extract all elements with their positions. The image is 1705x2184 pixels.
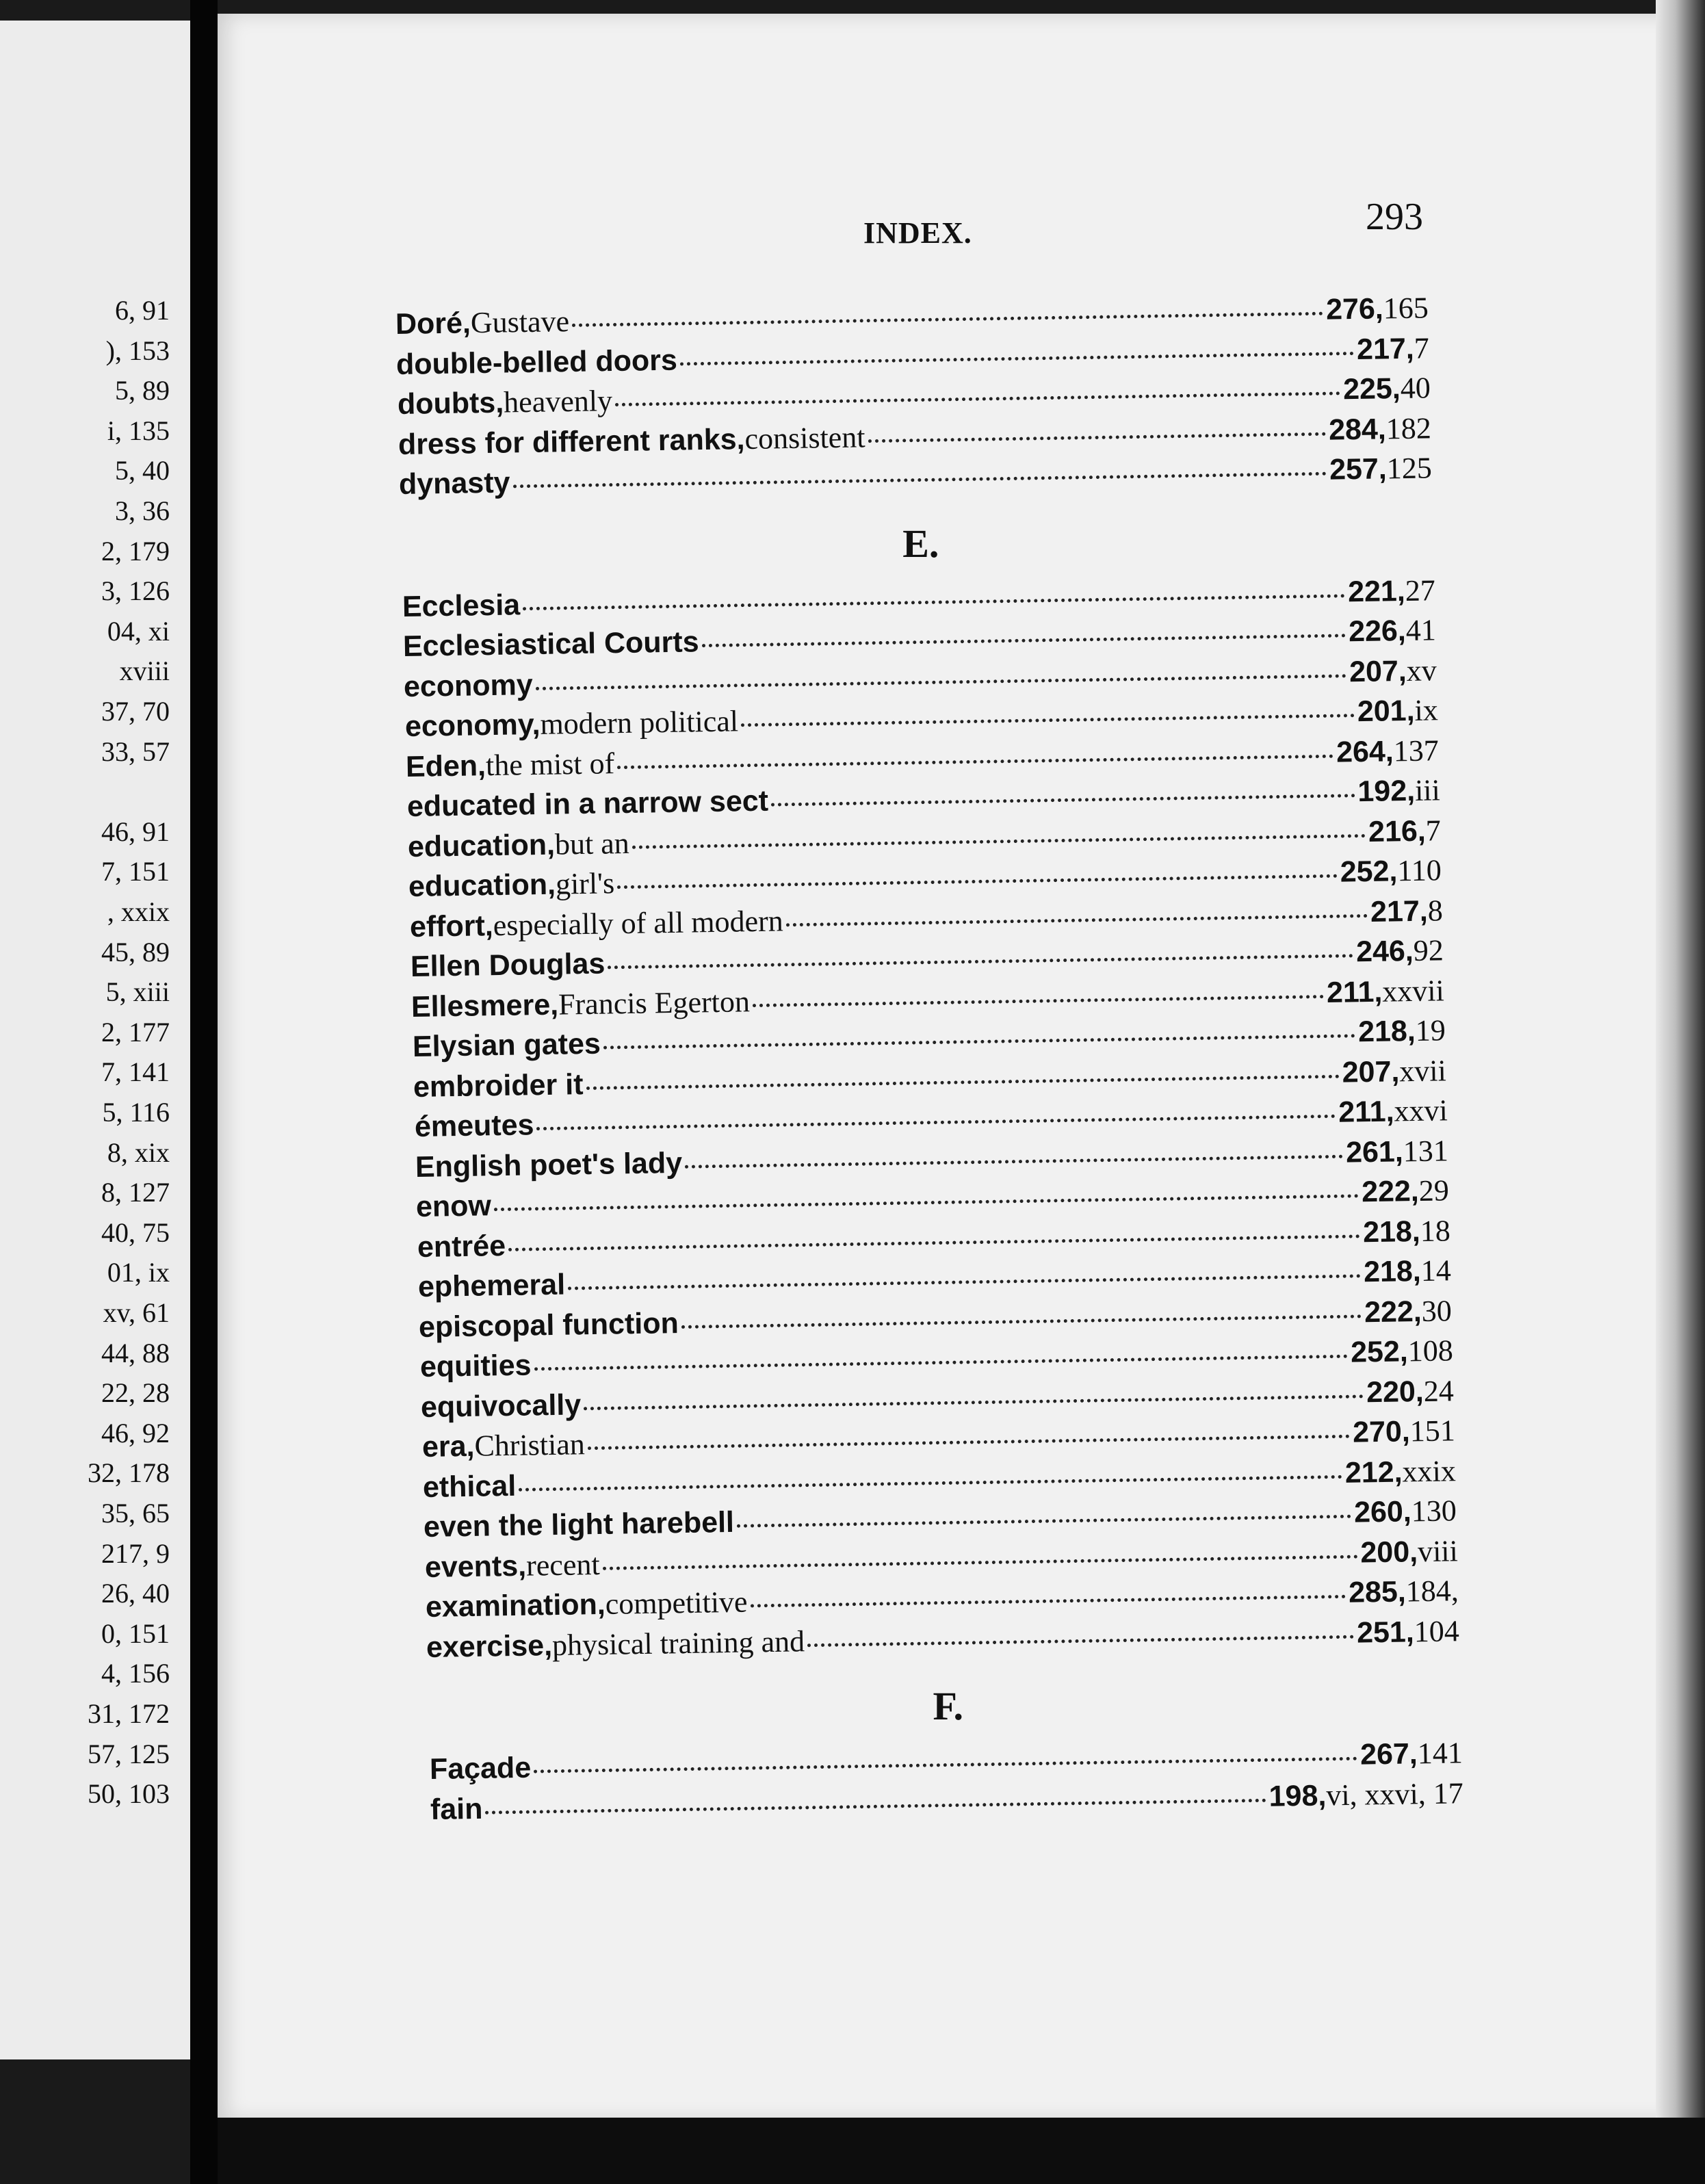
entry-qualifier: the mist of (485, 746, 615, 782)
dot-leader (523, 594, 1345, 610)
left-page-fragment: 57, 125 (88, 1738, 170, 1769)
left-page-fragment: 5, 40 (115, 455, 170, 486)
dot-leader (632, 834, 1366, 849)
dot-leader (617, 874, 1338, 889)
entry-qualifier: modern political (539, 704, 739, 741)
dot-leader (587, 1435, 1349, 1451)
entry-term: dress for different ranks, (398, 422, 745, 461)
page-reference: 222, (1362, 1174, 1420, 1209)
entry-term: Elysian gates (412, 1027, 601, 1063)
entry-term: doubts, (397, 386, 504, 421)
dot-leader (702, 634, 1346, 647)
left-page-fragment: 4, 156 (101, 1658, 170, 1689)
section-reference: 18 (1420, 1213, 1450, 1248)
section-reference: 141 (1417, 1736, 1463, 1771)
section-reference: 110 (1397, 853, 1442, 888)
page-reference: 260, (1354, 1495, 1412, 1529)
bottom-edge (218, 2118, 1705, 2184)
page-reference: 216, (1368, 814, 1427, 848)
section-reference: xxvii (1382, 973, 1445, 1009)
entry-term: embroider it (413, 1067, 584, 1104)
entry-term: Doré, (395, 307, 471, 341)
page-reference: 226, (1348, 614, 1407, 649)
section-reference: 19 (1415, 1013, 1446, 1048)
left-page-fragment: 6, 91 (115, 295, 170, 326)
entry-qualifier: Gustave (470, 304, 570, 340)
dot-leader (741, 714, 1355, 727)
left-page-fragment: xviii (119, 655, 170, 687)
section-reference: xxvi (1393, 1093, 1448, 1128)
dot-leader (771, 794, 1355, 806)
dot-leader (603, 1034, 1355, 1049)
dot-leader (615, 391, 1340, 406)
dot-leader (685, 1154, 1343, 1168)
page-reference: 212, (1344, 1455, 1403, 1490)
section-reference: 24 (1423, 1373, 1455, 1408)
left-page-fragment: 7, 151 (101, 856, 170, 887)
page-reference: 198, (1268, 1778, 1327, 1813)
entry-qualifier: Christian (473, 1427, 585, 1463)
book-gutter (190, 0, 218, 2184)
entry-term: effort, (409, 909, 493, 944)
section-reference: 92 (1413, 933, 1444, 967)
entry-term: era, (421, 1429, 475, 1464)
page-reference: 211, (1327, 975, 1383, 1009)
dot-leader (513, 472, 1327, 489)
entry-qualifier: recent (525, 1547, 600, 1583)
entry-term: education, (407, 828, 556, 863)
left-page-fragment: 26, 40 (101, 1578, 170, 1609)
section-reference: 14 (1420, 1253, 1452, 1288)
dot-leader (751, 1595, 1346, 1608)
left-page-fragment: i, 135 (107, 415, 170, 446)
left-page-fragment: 46, 92 (101, 1417, 170, 1448)
section-reference: 104 (1414, 1613, 1460, 1648)
dot-leader (519, 1474, 1342, 1491)
page-reference: 246, (1355, 934, 1414, 969)
entry-term: Ecclesiastical Courts (402, 625, 699, 663)
entry-qualifier: consistent (744, 419, 865, 456)
entry-qualifier: but an (554, 826, 630, 861)
page-reference: 217, (1357, 332, 1415, 366)
page-reference: 207, (1349, 654, 1407, 688)
page-reference: 252, (1350, 1335, 1408, 1369)
entry-term: double-belled doors (395, 343, 678, 381)
entry-term: episcopal function (419, 1306, 679, 1344)
dot-leader (534, 1355, 1348, 1371)
section-reference: vi, xxvi, 17 (1325, 1776, 1464, 1812)
dot-leader (608, 954, 1353, 969)
page-reference: 252, (1340, 855, 1398, 889)
dot-leader (536, 1115, 1336, 1130)
page-reference: 201, (1357, 694, 1415, 729)
section-reference: xv (1406, 653, 1437, 688)
entry-term: Ellesmere, (411, 988, 559, 1024)
section-reference: 7 (1414, 330, 1430, 365)
section-reference: 182 (1385, 411, 1432, 445)
dot-leader (586, 1074, 1340, 1089)
page-reference: 284, (1328, 412, 1387, 447)
left-page-fragment: 37, 70 (101, 696, 170, 727)
left-page-fragment: 0, 151 (101, 1617, 170, 1649)
dot-leader (808, 1635, 1355, 1647)
page-reference: 270, (1352, 1415, 1410, 1449)
entry-term: enow (415, 1189, 492, 1223)
section-reference: viii (1417, 1533, 1458, 1568)
left-page-fragment: 46, 91 (101, 816, 170, 847)
section-reference: 184, (1405, 1574, 1459, 1609)
entry-qualifier: girl's (555, 866, 615, 901)
page-reference: 221, (1347, 574, 1405, 608)
left-page-fragment: 3, 126 (101, 575, 170, 607)
section-letter: E. (902, 521, 939, 566)
entry-term: economy, (404, 707, 541, 743)
page-reference: 218, (1362, 1214, 1420, 1249)
page-number: 293 (1366, 196, 1423, 238)
section-letter: F. (933, 1684, 964, 1728)
left-page-fragment: 04, xi (107, 615, 170, 647)
page-reference: 218, (1357, 1014, 1416, 1049)
entry-term: entrée (417, 1229, 506, 1264)
entry-term: examination, (425, 1587, 606, 1624)
entry-term: equivocally (420, 1388, 582, 1424)
entry-term: economy (404, 668, 534, 703)
left-page-fragment: 2, 177 (101, 1016, 170, 1048)
left-page-fragment: 5, 89 (115, 375, 170, 406)
page-reference: 207, (1342, 1054, 1400, 1089)
section-reference: xxix (1402, 1453, 1457, 1489)
section-reference: 30 (1421, 1293, 1453, 1328)
left-page-fragment: 45, 89 (101, 936, 170, 967)
dot-leader (568, 1274, 1361, 1290)
page-reference: 276, (1325, 292, 1384, 326)
left-page-fragment: 35, 65 (101, 1498, 170, 1529)
left-page-fragment: 50, 103 (88, 1778, 170, 1810)
dot-leader (584, 1394, 1364, 1410)
entry-term: equities (419, 1349, 532, 1383)
entry-term: ethical (422, 1469, 517, 1504)
section-reference: ix (1414, 693, 1438, 727)
left-page-fragment: 44, 88 (101, 1337, 170, 1368)
page-reference: 211, (1338, 1095, 1394, 1129)
left-page-fragment: 7, 141 (101, 1056, 170, 1088)
page-reference: 200, (1359, 1535, 1418, 1570)
left-page-fragment: 33, 57 (101, 736, 170, 767)
dot-leader (602, 1555, 1357, 1570)
section-reference: 29 (1418, 1173, 1450, 1208)
section-reference: 41 (1405, 613, 1437, 647)
dot-leader (536, 674, 1346, 690)
left-page-fragment: , xxix (107, 896, 170, 927)
dot-leader (617, 754, 1333, 768)
left-page-fragment: 8, xix (107, 1136, 170, 1168)
entry-term: dynasty (399, 466, 511, 501)
section-reference: iii (1414, 773, 1440, 807)
entry-term: Eden, (405, 749, 486, 783)
dot-leader (868, 432, 1327, 443)
dot-leader (485, 1798, 1266, 1814)
page-reference: 220, (1366, 1375, 1424, 1409)
dot-leader (572, 312, 1323, 327)
entry-qualifier: heavenly (503, 384, 613, 419)
page-reference: 192, (1357, 774, 1416, 809)
left-page-fragment: 22, 28 (101, 1377, 170, 1409)
entry-qualifier: Francis Egerton (558, 984, 751, 1022)
section-reference: 130 (1411, 1494, 1457, 1529)
dot-leader (534, 1757, 1357, 1773)
section-reference: 125 (1386, 451, 1433, 486)
entry-term: educated in a narrow sect (406, 784, 768, 823)
section-reference: 151 (1409, 1414, 1455, 1448)
entry-qualifier: physical training and (552, 1624, 805, 1662)
left-page-fragment: 2, 179 (101, 535, 170, 567)
entry-term: events, (424, 1549, 527, 1584)
left-page-fragment: xv, 61 (103, 1297, 170, 1328)
entry-term: ephemeral (417, 1268, 566, 1303)
page-reference: 251, (1357, 1615, 1415, 1650)
section-reference: 27 (1405, 573, 1435, 608)
entry-qualifier: especially of all modern (493, 903, 783, 942)
entry-term: Façade (429, 1751, 532, 1786)
left-page-fragment: 31, 172 (88, 1698, 170, 1729)
left-page-fragment: 32, 178 (88, 1457, 170, 1489)
page-reference: 261, (1345, 1134, 1404, 1169)
page-reference: 217, (1370, 894, 1428, 928)
page-reference: 264, (1336, 734, 1394, 769)
entry-term: education, (408, 868, 556, 903)
section-reference: 137 (1393, 733, 1440, 768)
section-reference: 108 (1407, 1334, 1453, 1368)
section-reference: xvii (1399, 1053, 1447, 1088)
left-page-fragment: 40, 75 (101, 1217, 170, 1248)
page-reference: 225, (1342, 372, 1401, 406)
left-page-fragment: 5, xiii (105, 976, 170, 1008)
left-page-fragment: 8, 127 (101, 1177, 170, 1208)
entry-term: Ellen Douglas (410, 947, 606, 983)
section-reference: 7 (1425, 813, 1442, 848)
entry-term: fain (430, 1792, 483, 1826)
left-page-fragment: 5, 116 (102, 1097, 170, 1128)
left-facing-page (0, 21, 190, 2059)
dot-leader (508, 1234, 1360, 1251)
entry-qualifier: competitive (605, 1585, 748, 1621)
page-reference: 218, (1363, 1254, 1422, 1289)
section-reference: 165 (1383, 291, 1429, 326)
entry-term: even the light harebell (423, 1505, 735, 1544)
dot-leader (785, 914, 1367, 926)
left-page-fragment: 217, 9 (101, 1537, 170, 1569)
entry-term: émeutes (414, 1108, 534, 1143)
dot-leader (680, 352, 1354, 365)
dot-leader (753, 995, 1324, 1007)
running-head: INDEX. (863, 216, 972, 250)
dot-leader (494, 1194, 1359, 1211)
entry-term: Ecclesia (402, 588, 521, 623)
left-page-fragment: 3, 36 (115, 495, 170, 526)
page-reference: 285, (1348, 1575, 1407, 1609)
left-page-fragment: 01, ix (107, 1257, 170, 1288)
page-reference: 257, (1329, 452, 1388, 486)
dot-leader (737, 1515, 1351, 1528)
page-reference: 267, (1359, 1737, 1418, 1771)
section-reference: 8 (1427, 893, 1443, 928)
section-reference: 40 (1400, 371, 1431, 405)
section-reference: 131 (1403, 1133, 1449, 1168)
entry-term: exercise, (426, 1628, 553, 1664)
entry-term: English poet's lady (415, 1146, 683, 1184)
page-reference: 222, (1364, 1295, 1422, 1329)
dot-leader (681, 1314, 1362, 1329)
page-edge (1656, 0, 1705, 2184)
left-page-fragment: ), 153 (105, 335, 170, 366)
